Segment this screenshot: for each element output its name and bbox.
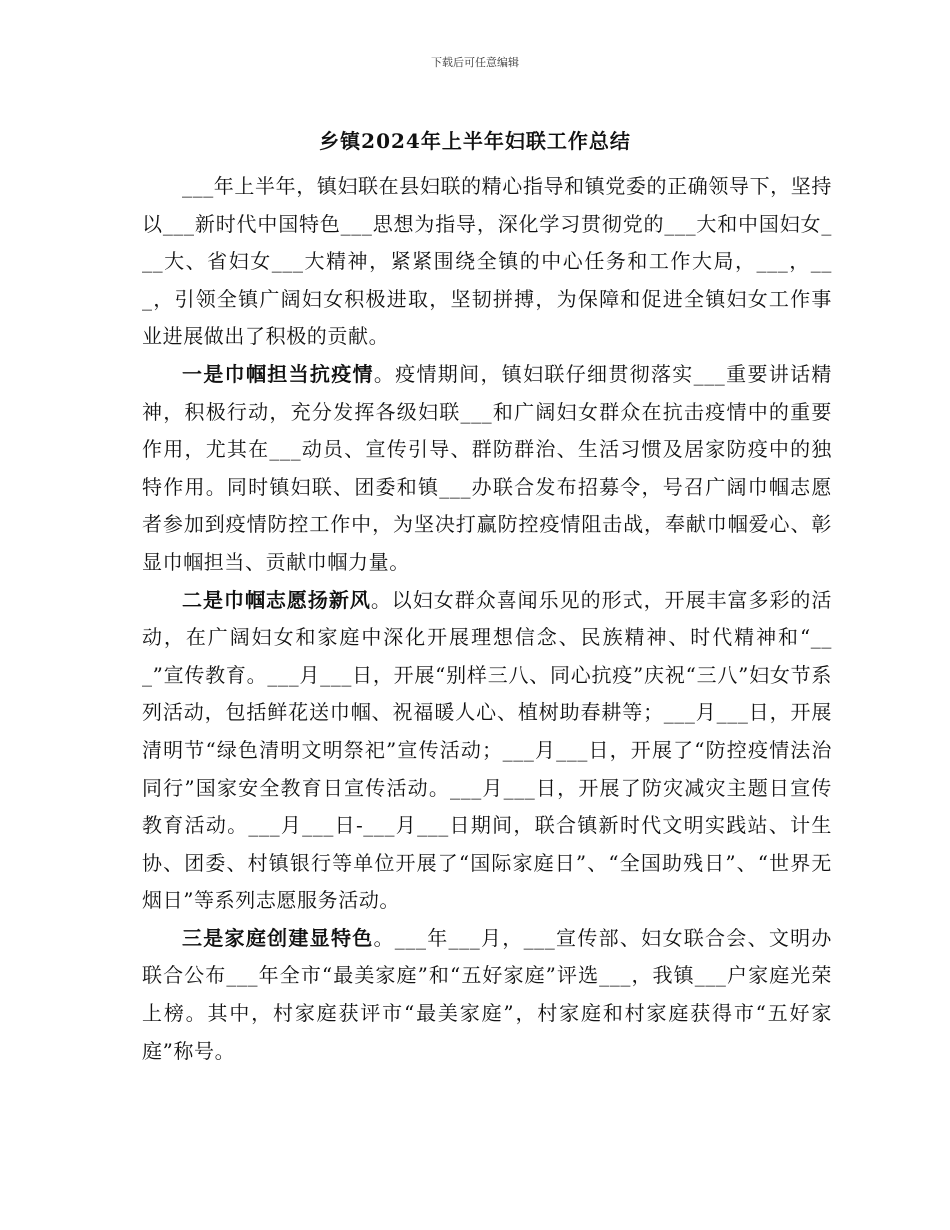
header-note: 下载后可任意编辑 bbox=[431, 56, 519, 69]
paragraph-volunteer bbox=[142, 582, 832, 920]
paragraph-family bbox=[142, 920, 832, 1070]
paragraph-epidemic bbox=[142, 356, 832, 582]
paragraph-text: ___年上半年，镇妇联在县妇联的精心指导和镇党委的正确领导下，坚持以___新时代中国特色___思想为指导，深化学习贯彻党的___大和中国妇女___大、省妇女___大精神，紧紧围绕全镇的中心任务和工作大局，___，___，引领全镇广阔妇女积极进取，坚韧拼搏，为保障和促进全镇妇女工作事业进展做出了积极的贡献。 bbox=[142, 174, 832, 349]
paragraph-lead: 三是家庭创建显特色 bbox=[182, 925, 374, 950]
paragraph-lead: 一是巾帼担当抗疫情 bbox=[182, 361, 374, 386]
document-body bbox=[142, 168, 832, 1070]
paragraph-intro bbox=[142, 168, 832, 356]
document-title: 乡镇2024年上半年妇联工作总结 bbox=[319, 129, 631, 153]
paragraph-text: 。以妇女群众喜闻乐见的形式，开展丰富多彩的活动，在广阔妇女和家庭中深化开展理想信念、民族精神、时代精神和“___”宣传教育。___月___日，开展“别样三八、同心抗疫”庆祝“三八”妇女节系列活动，包括鲜花送巾帼、祝福暖人心、植树助春耕等；___月___日，开展清明节“绿色清明文明祭祀”宣传活动；___月___日，开展了“防控疫情法治同行”国家安全教育日宣传活动。___月___日，开展了防灾减灾主题日宣传教育活动。___月___日-___月___日期间，联合镇新时代文明实践站、计生协、团委、村镇银行等单位开展了“国际家庭日”、“全国助残日”、“世界无烟日”等系列志愿服务活动。 bbox=[142, 587, 833, 913]
paragraph-text: 。___年___月，___宣传部、妇女联合会、文明办联合公布___年全市“最美家庭”和“五好家庭”评选___，我镇___户家庭光荣上榜。其中，村家庭获评市“最美家庭”，村家庭和村家庭获得市“五好家庭”称号。 bbox=[142, 925, 832, 1063]
paragraph-text: 。疫情期间，镇妇联仔细贯彻落实___重要讲话精神，积极行动，充分发挥各级妇联___和广阔妇女群众在抗击疫情中的重要作用，尤其在___动员、宣传引导、群防群治、生活习惯及居家防疫中的独特作用。同时镇妇联、团委和镇___办联合发布招募令，号召广阔巾帼志愿者参加到疫情防控工作中，为坚决打赢防控疫情阻击战，奉献巾帼爱心、彰显巾帼担当、贡献巾帼力量。 bbox=[142, 361, 832, 574]
paragraph-lead: 二是巾帼志愿扬新风 bbox=[182, 587, 371, 612]
